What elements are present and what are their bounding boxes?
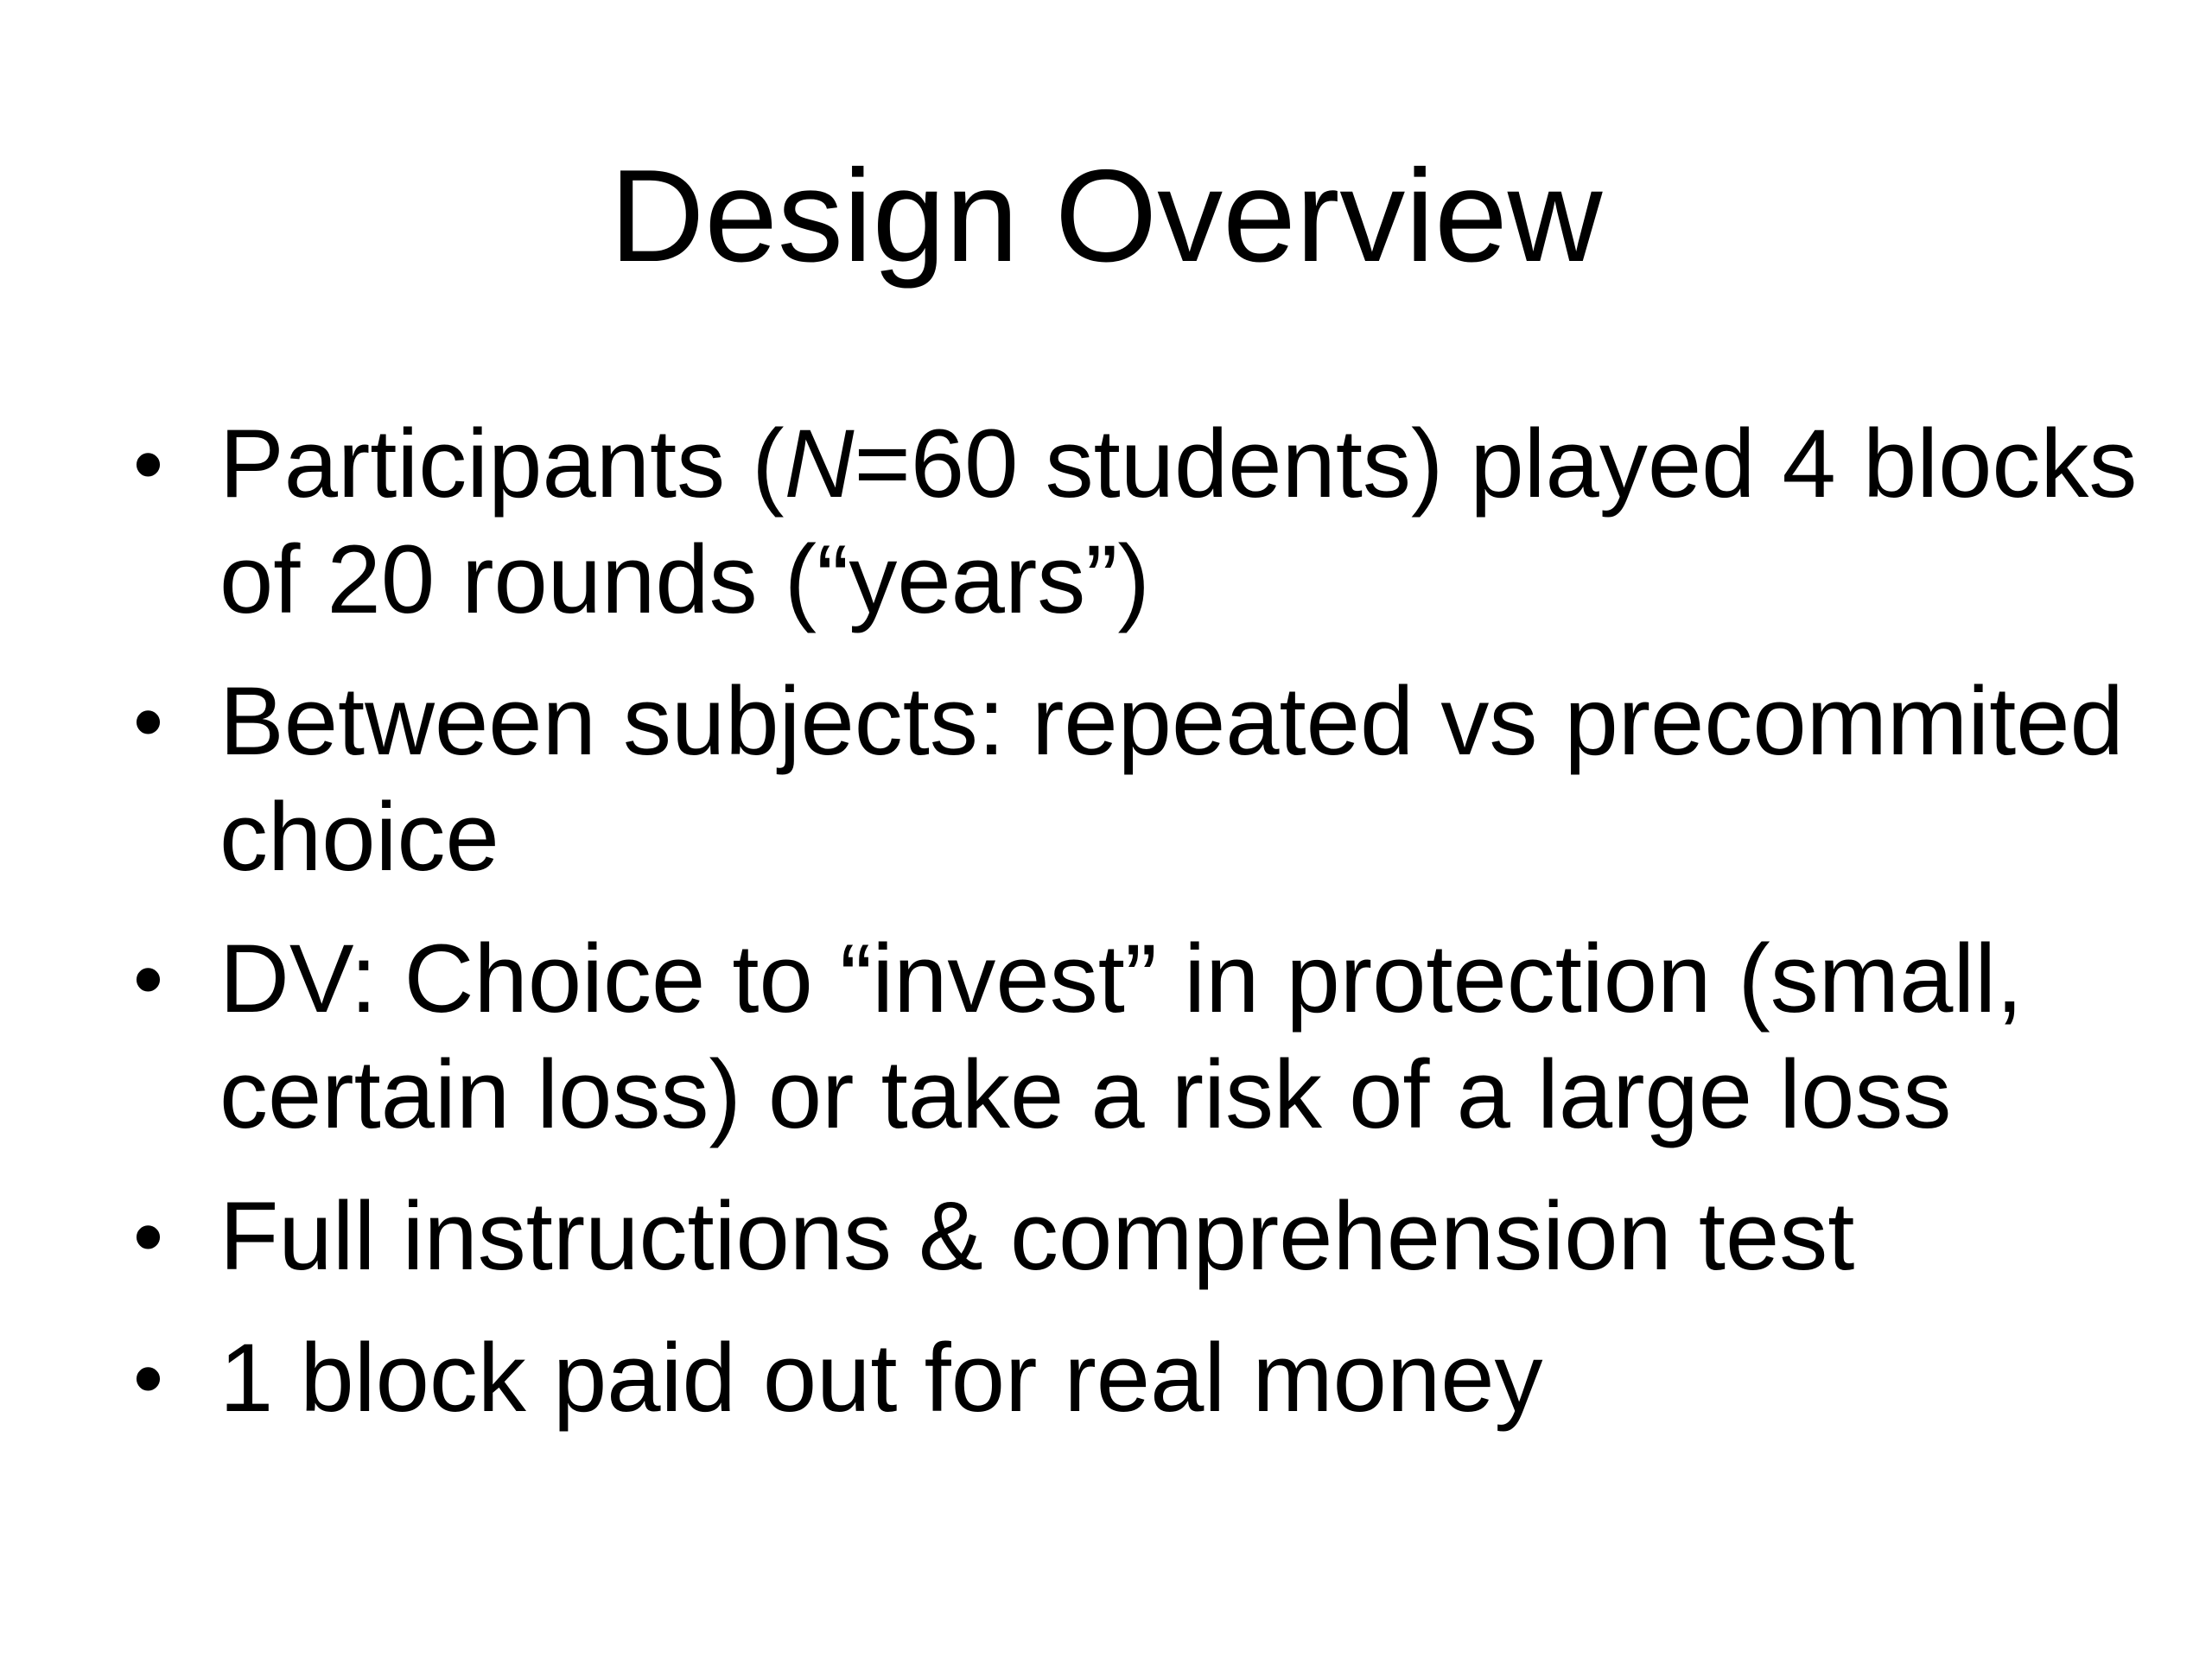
bullet-item-between-subjects xyxy=(121,664,2160,895)
bullet-text-italic: N xyxy=(784,410,855,518)
bullet-item-payment xyxy=(121,1320,2160,1436)
bullet-text: DV: Choice to “invest” in protection (small, certain loss) or take a risk of a large loss xyxy=(219,925,2024,1148)
slide-title: Design Overview xyxy=(609,143,1603,289)
bullet-text: Full instructions & comprehension test xyxy=(219,1182,1855,1290)
bullet-icon: • xyxy=(133,1188,164,1285)
bullet-list xyxy=(121,406,2160,1462)
bullet-icon: • xyxy=(133,673,164,770)
bullet-item-instructions xyxy=(121,1179,2160,1294)
bullet-icon: • xyxy=(133,931,164,1027)
bullet-text-pre: Participants ( xyxy=(219,410,785,518)
bullet-item-participants xyxy=(121,406,2160,638)
bullet-icon: • xyxy=(133,416,164,512)
bullet-icon: • xyxy=(133,1330,164,1427)
bullet-text: 1 block paid out for real money xyxy=(219,1324,1543,1432)
bullet-item-dv xyxy=(121,921,2160,1153)
bullet-text: Between subjects: repeated vs precommited choice xyxy=(219,667,2124,891)
bullet-text-post: =60 students) played 4 blocks of 20 rounds (“years”) xyxy=(219,410,2138,633)
